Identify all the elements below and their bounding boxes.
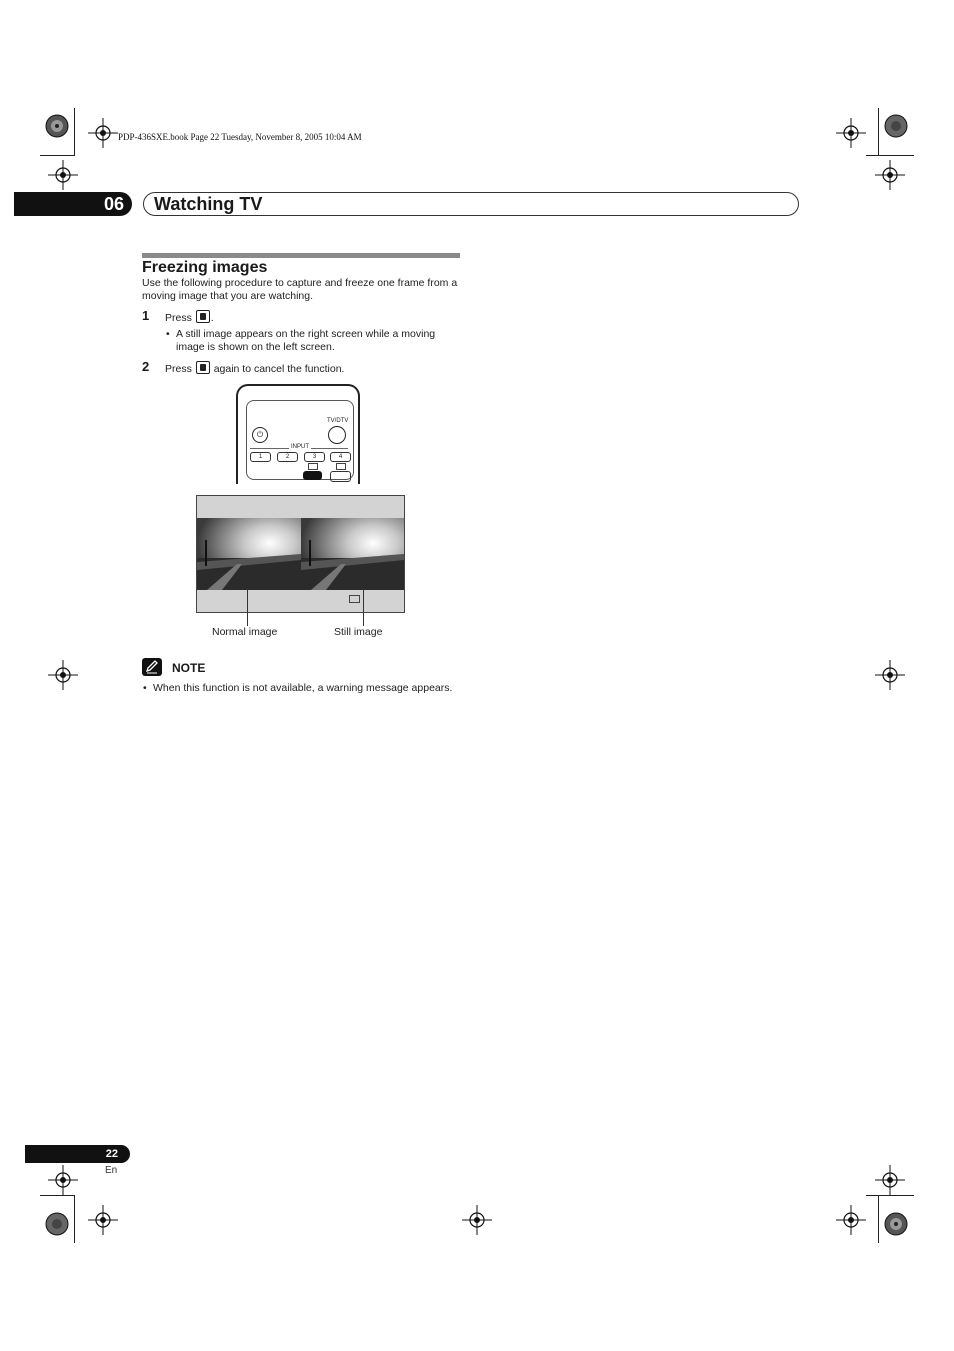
split-button <box>330 471 351 482</box>
bullet-dot: • <box>166 328 170 340</box>
page-number: 22 <box>25 1145 130 1163</box>
color-dial-icon <box>884 114 908 138</box>
freeze-button-highlighted <box>303 471 322 480</box>
freeze-button-icon <box>196 310 210 323</box>
step-number: 2 <box>142 359 150 374</box>
freeze-button-icon <box>196 361 210 374</box>
section-title: Freezing images <box>142 259 268 276</box>
still-image-caption: Still image <box>334 626 383 638</box>
step-1-bullet: A still image appears on the right screen while a moving image is shown on the left screen. <box>176 328 436 353</box>
registration-mark-icon <box>48 160 78 190</box>
freeze-indicator-icon <box>349 595 360 603</box>
registration-mark-icon <box>836 1205 866 1235</box>
registration-mark-icon <box>875 1165 905 1195</box>
registration-mark-icon <box>48 660 78 690</box>
color-dial-icon <box>884 1212 908 1236</box>
registration-mark-icon <box>462 1205 492 1235</box>
step-2-end: again to cancel the function. <box>213 363 345 375</box>
registration-mark-icon <box>875 660 905 690</box>
section-intro: Use the following procedure to capture and freeze one frame from a moving image that you are watching. <box>142 277 458 302</box>
step-2-text <box>165 361 344 376</box>
color-dial-icon <box>45 114 69 138</box>
tvdtv-button <box>328 426 346 444</box>
step-2-press: Press <box>165 363 192 375</box>
step-1-text <box>165 310 214 325</box>
power-icon: ⏻ <box>252 427 268 443</box>
section-rule <box>142 253 460 258</box>
input-button-2: 2 <box>277 452 298 462</box>
note-pencil-icon <box>142 658 162 676</box>
normal-image-photo <box>197 518 301 590</box>
registration-mark-icon <box>875 160 905 190</box>
bullet-dot: • <box>143 682 147 694</box>
tvdtv-label: TV/DTV <box>327 418 349 424</box>
split-mode-icon <box>336 463 346 470</box>
registration-mark-icon <box>48 1165 78 1195</box>
step-1-end: . <box>210 312 214 324</box>
still-image-photo <box>301 518 404 590</box>
chapter-title: Watching TV <box>154 194 263 214</box>
step-1-press: Press <box>165 312 192 324</box>
input-label: INPUT <box>291 444 309 450</box>
still-image-leader <box>363 588 364 626</box>
registration-mark-icon <box>836 118 866 148</box>
note-label: NOTE <box>172 661 206 675</box>
chapter-number: 06 <box>14 192 132 216</box>
registration-mark-icon <box>88 118 118 148</box>
print-header: PDP-436SXE.book Page 22 Tuesday, November 8, 2005 10:04 AM <box>118 132 362 142</box>
note-text: When this function is not available, a warning message appears. <box>153 682 453 694</box>
step-number: 1 <box>142 308 150 323</box>
input-button-4: 4 <box>330 452 351 462</box>
registration-mark-icon <box>88 1205 118 1235</box>
input-button-3: 3 <box>304 452 325 462</box>
color-dial-icon <box>45 1212 69 1236</box>
split-screen-illustration <box>196 495 405 613</box>
normal-image-caption: Normal image <box>212 626 278 638</box>
normal-image-leader <box>247 588 248 626</box>
input-button-1: 1 <box>250 452 271 462</box>
freeze-mode-icon <box>308 463 318 470</box>
page-language: En <box>105 1165 118 1176</box>
remote-control-illustration <box>236 384 360 484</box>
